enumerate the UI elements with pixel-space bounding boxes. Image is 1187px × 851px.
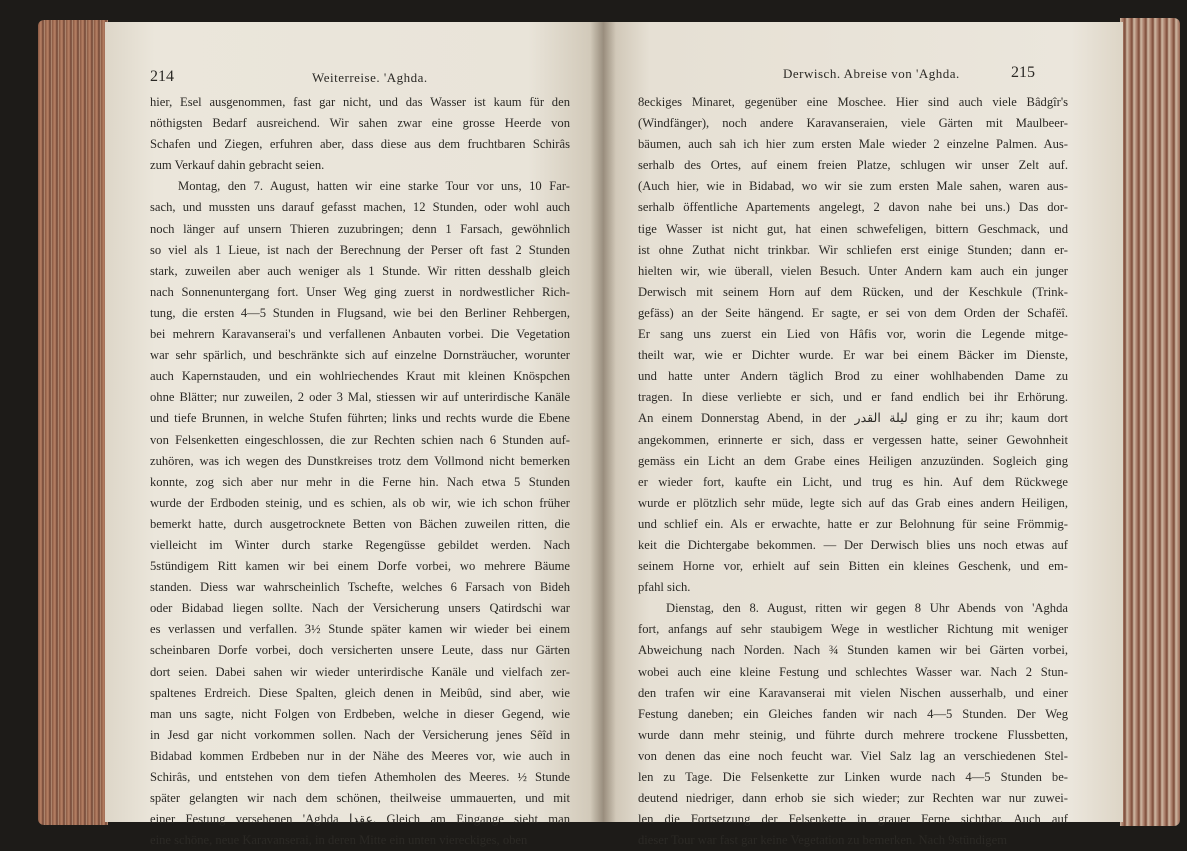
text-line: sach, und mussten uns darauf gefasst machen, 12 Stunden, oder wohl auch bbox=[150, 200, 570, 215]
text-line: zum Verkauf dahin gebracht seien. bbox=[150, 158, 325, 173]
text-line: bemerkt hatte, durch ausgetrocknete Betten von Bächen zuweilen ritten, die bbox=[150, 516, 570, 531]
text-line: Schirâs, und entstehen von dem tiefen Athemholen des Meeres. ½ Stunde bbox=[150, 770, 570, 784]
text-line: in Jesd gar nicht vorkommen sollen. Nach der Versicherung jenes Sêîd in bbox=[150, 727, 570, 742]
left-page-body bbox=[150, 92, 570, 851]
text-line: von denen das eine noch feucht war. Viel Salz lag an verschiedenen Stel- bbox=[638, 748, 1068, 763]
text-line: 5stündigem Ritt kamen wir bei einem Dorfe vorbei, wo mehrere Bäume bbox=[150, 559, 570, 574]
text-line: An einem Donnerstag Abend, in der ليلة القدر ging er zu ihr; kaum dort bbox=[638, 411, 1069, 426]
text-line: wobei auch eine kleine Festung und schlechtes Wasser war. Nach 2 Stun- bbox=[638, 664, 1068, 679]
text-line: er wieder fort, kaufte ein Licht, und trug es hin. Auf dem Rückwege bbox=[638, 474, 1068, 489]
text-line: bäumen, auch sah ich hier zum ersten Male wieder 2 einzelne Palmen. Aus- bbox=[638, 137, 1068, 152]
text-line: ohne Blätter; nur zuweilen, 2 oder 3 Mal, stiessen wir auf unterirdische Kanäle bbox=[150, 390, 570, 405]
text-line: dort seien. Dabei sahen wir wieder unterirdische Kanäle und vielfach zer- bbox=[150, 664, 570, 679]
text-line: hielten wir, wie überall, vielen Besuch. Unter Andern kam auch ein junger bbox=[638, 263, 1068, 278]
text-line: len zu Tage. Die Felsenkette zur Linken wurde nach 4—5 Stunden be- bbox=[638, 770, 1068, 784]
text-line: tragen. In diese verliebte er sich, und er fand endlich bei ihr Erhörung. bbox=[638, 390, 1068, 405]
text-line: wurde der Erdboden steinig, und es schien, als ob wir, wie ich schon früher bbox=[150, 495, 570, 510]
text-line: von Felsenketten eingeschlossen, die zur Rechten schien nach 6 Stunden auf- bbox=[150, 432, 570, 447]
text-line: gefäss) an der Seite hängend. Er sagte, er sei von dem Orden der Schafëî. bbox=[638, 305, 1068, 320]
text-line: einer Festung versehenen 'Aghda عقدا. Gleich am Eingange sieht man bbox=[150, 812, 570, 827]
text-line: serhalb des Ortes, auf einem freien Platze, schlugen wir unser Zelt auf. bbox=[638, 158, 1068, 173]
left-page bbox=[105, 22, 603, 848]
text-line: Er sang uns zuerst ein Lied von Hâfis vor, worin die Legende mitge- bbox=[638, 327, 1068, 342]
text-line: und tiefe Brunnen, in welche Stufen führten; links und rechts wurde die Ebene bbox=[150, 411, 570, 426]
text-line: wurde dann mehr steinig, und führte durch mehrere trockene Flussbetten, bbox=[638, 727, 1068, 742]
text-line: stark, zuweilen aber auch weniger als 1 Stunde. Wir ritten desshalb gleich bbox=[150, 263, 570, 278]
text-line: Montag, den 7. August, hatten wir eine starke Tour vor uns, 10 Far- bbox=[178, 179, 570, 194]
text-line: len die Fortsetzung der Felsenkette in grauer Ferne sichtbar. Auch auf bbox=[638, 812, 1068, 827]
right-page-edges bbox=[1120, 18, 1180, 826]
text-line: später gelangten wir nach dem schönen, theilweise ummauerten, und mit bbox=[150, 791, 570, 806]
text-line: war sehr spärlich, und beschränkte sich auf einzelne Dornsträucher, worunter bbox=[150, 348, 570, 363]
text-line: zuhören, was ich wegen des Dunstkreises trotz dem Vollmond nicht bemerken bbox=[150, 453, 570, 468]
text-line: und hatte unter Andern täglich Brod zu einer wohlhabenden Dame zu bbox=[638, 369, 1068, 384]
text-line: eine schöne, neue Karavanserai, in deren Mitte ein unten viereckiges, oben bbox=[150, 833, 528, 848]
text-line: es verlassen und verfallen. 3½ Stunde später kamen wir wieder bei einem bbox=[150, 622, 570, 637]
right-page-body bbox=[638, 92, 1068, 851]
text-line: dieser Tour war fast gar keine Vegetation zu bemerken. Nach 9stündigem bbox=[638, 833, 1007, 848]
text-line: hier, Esel ausgenommen, fast gar nicht, und das Wasser ist kaum für den bbox=[150, 95, 570, 109]
right-running-head: Derwisch. Abreise von 'Aghda. bbox=[783, 66, 960, 81]
text-line: pfahl sich. bbox=[638, 580, 691, 595]
text-line: (Windfänger), noch andere Karavanseraien, viele Gärten mit Maulbeer- bbox=[638, 116, 1068, 131]
book-gutter bbox=[590, 22, 616, 822]
text-line: auch Kapernstauden, und ein wohlriechendes Kraut mit kleinen Knöspchen bbox=[150, 369, 570, 384]
text-line: gemäss ein Licht an dem Grabe eines Heiligen anzuzünden. Sogleich ging bbox=[638, 453, 1068, 468]
text-line: konnte, zog sich aber nur mehr in die Ferne hin. Nach etwa 5 Stunden bbox=[150, 474, 570, 489]
text-line: man uns sagte, nicht Folgen von Erdbeben, welche in dieser Gegend, wie bbox=[150, 706, 570, 721]
text-line: scheinbaren Dorfe vorbei, doch versicherten unsere Leute, dass nur Gärten bbox=[150, 643, 570, 658]
text-line: tige Wasser ist nicht gut, hat einen schwefeligen, bittern Geschmack, und bbox=[638, 221, 1068, 236]
text-line: so viel als 1 Lieue, ist nach der Berechnung der Perser oft fast 2 Stunden bbox=[150, 242, 570, 257]
text-line: theilt war, wie er Dichter wurde. Er war bei einem Bäcker im Dienste, bbox=[638, 348, 1068, 363]
text-line: und schlief ein. Als er erwachte, hatte er zur Belohnung für seine Frömmig- bbox=[638, 516, 1068, 531]
text-line: tung, die ersten 4—5 Stunden in Flugsand, wie bei den Berliner Rehbergen, bbox=[150, 305, 570, 320]
text-line: Festung daneben; ein Gleiches fanden wir nach 4—5 Stunden. Der Weg bbox=[638, 706, 1068, 721]
text-line: ist ohne Zuthat nicht trinkbar. Wir schliefen erst einige Stunden; dann er- bbox=[638, 242, 1068, 257]
text-line: seinem Horne vor, erhielt auf sein Bitten ein kleines Geschenk, und em- bbox=[638, 559, 1068, 574]
text-line: spaltenes Erdreich. Diese Spalten, gleich denen in Meibûd, sind aber, wie bbox=[150, 685, 570, 700]
text-line: 8eckiges Minaret, gegenüber eine Moschee. Hier sind auch viele Bâdgîr's bbox=[638, 95, 1068, 109]
text-line: nach Sonnenuntergang fort. Unser Weg ging zuerst in nordwestlicher Rich- bbox=[150, 284, 570, 299]
right-page bbox=[603, 22, 1123, 848]
text-line: den trafen wir eine Karavanserai mit vielen Nischen ausserhalb, und einer bbox=[638, 685, 1068, 700]
left-running-head: Weiterreise. 'Aghda. bbox=[312, 70, 428, 85]
text-line: nöthigsten Bedarf ausreichend. Wir sahen zwar eine grosse Heerde von bbox=[150, 116, 570, 131]
left-page-edges bbox=[38, 20, 108, 825]
text-line: vielleicht im Winter durch starke Regengüsse gebildet werden. Nach bbox=[150, 537, 570, 552]
text-line: noch länger auf unsern Thieren zuzubringen; denn 1 Farsach, gewöhnlich bbox=[150, 221, 570, 236]
right-page-number: 215 bbox=[1011, 64, 1035, 81]
text-line: Schafen und Ziegen, erfuhren aber, dass diese aus dem fruchtbaren Schirâs bbox=[150, 137, 570, 152]
text-line: wurde er plötzlich sehr müde, legte sich auf das Grab eines andern Heiligen, bbox=[638, 495, 1068, 510]
text-line: Derwisch mit seinem Horn auf dem Rücken, und der Keschkule (Trink- bbox=[638, 284, 1068, 299]
text-line: standen. Diess war wahrscheinlich Tschefte, welches 6 Farsach von Bideh bbox=[150, 580, 570, 595]
text-line: Abweichung nach Norden. Nach ¾ Stunden kamen wir bei Gärten vorbei, bbox=[638, 643, 1068, 658]
text-line: keit die Dichtergabe bekommen. — Der Derwisch blies uns noch etwas auf bbox=[638, 537, 1068, 552]
text-line: Dienstag, den 8. August, ritten wir gegen 8 Uhr Abends von 'Aghda bbox=[666, 601, 1068, 616]
text-line: deutend niedriger, dann erhob sie sich wieder; zur Rechten war nur zuwei- bbox=[638, 791, 1068, 806]
text-line: angekommen, erinnerte er sich, dass er vergessen hatte, seiner Gewohnheit bbox=[638, 432, 1068, 447]
text-line: bei mehrern Karavanserai's und verfallenen Anbauten vorbei. Die Vegetation bbox=[150, 327, 570, 342]
text-line: fort, anfangs auf sehr staubigem Wege in westlicher Richtung mit weniger bbox=[638, 622, 1068, 637]
text-line: (Auch hier, wie in Bidabad, wo wir sie zum ersten Male sahen, waren aus- bbox=[638, 179, 1068, 194]
text-line: serhalb öffentliche Apartements angelegt, 2 davon nahe bei uns.) Das dor- bbox=[638, 200, 1068, 215]
left-page-number: 214 bbox=[150, 68, 174, 85]
text-line: oder Bidabad liegen sollte. Nach der Versicherung unsers Qatirdschi war bbox=[150, 601, 570, 616]
text-line: Bidabad kommen Erdbeben nur in der Nähe des Meeres vor, wie auch in bbox=[150, 748, 570, 763]
